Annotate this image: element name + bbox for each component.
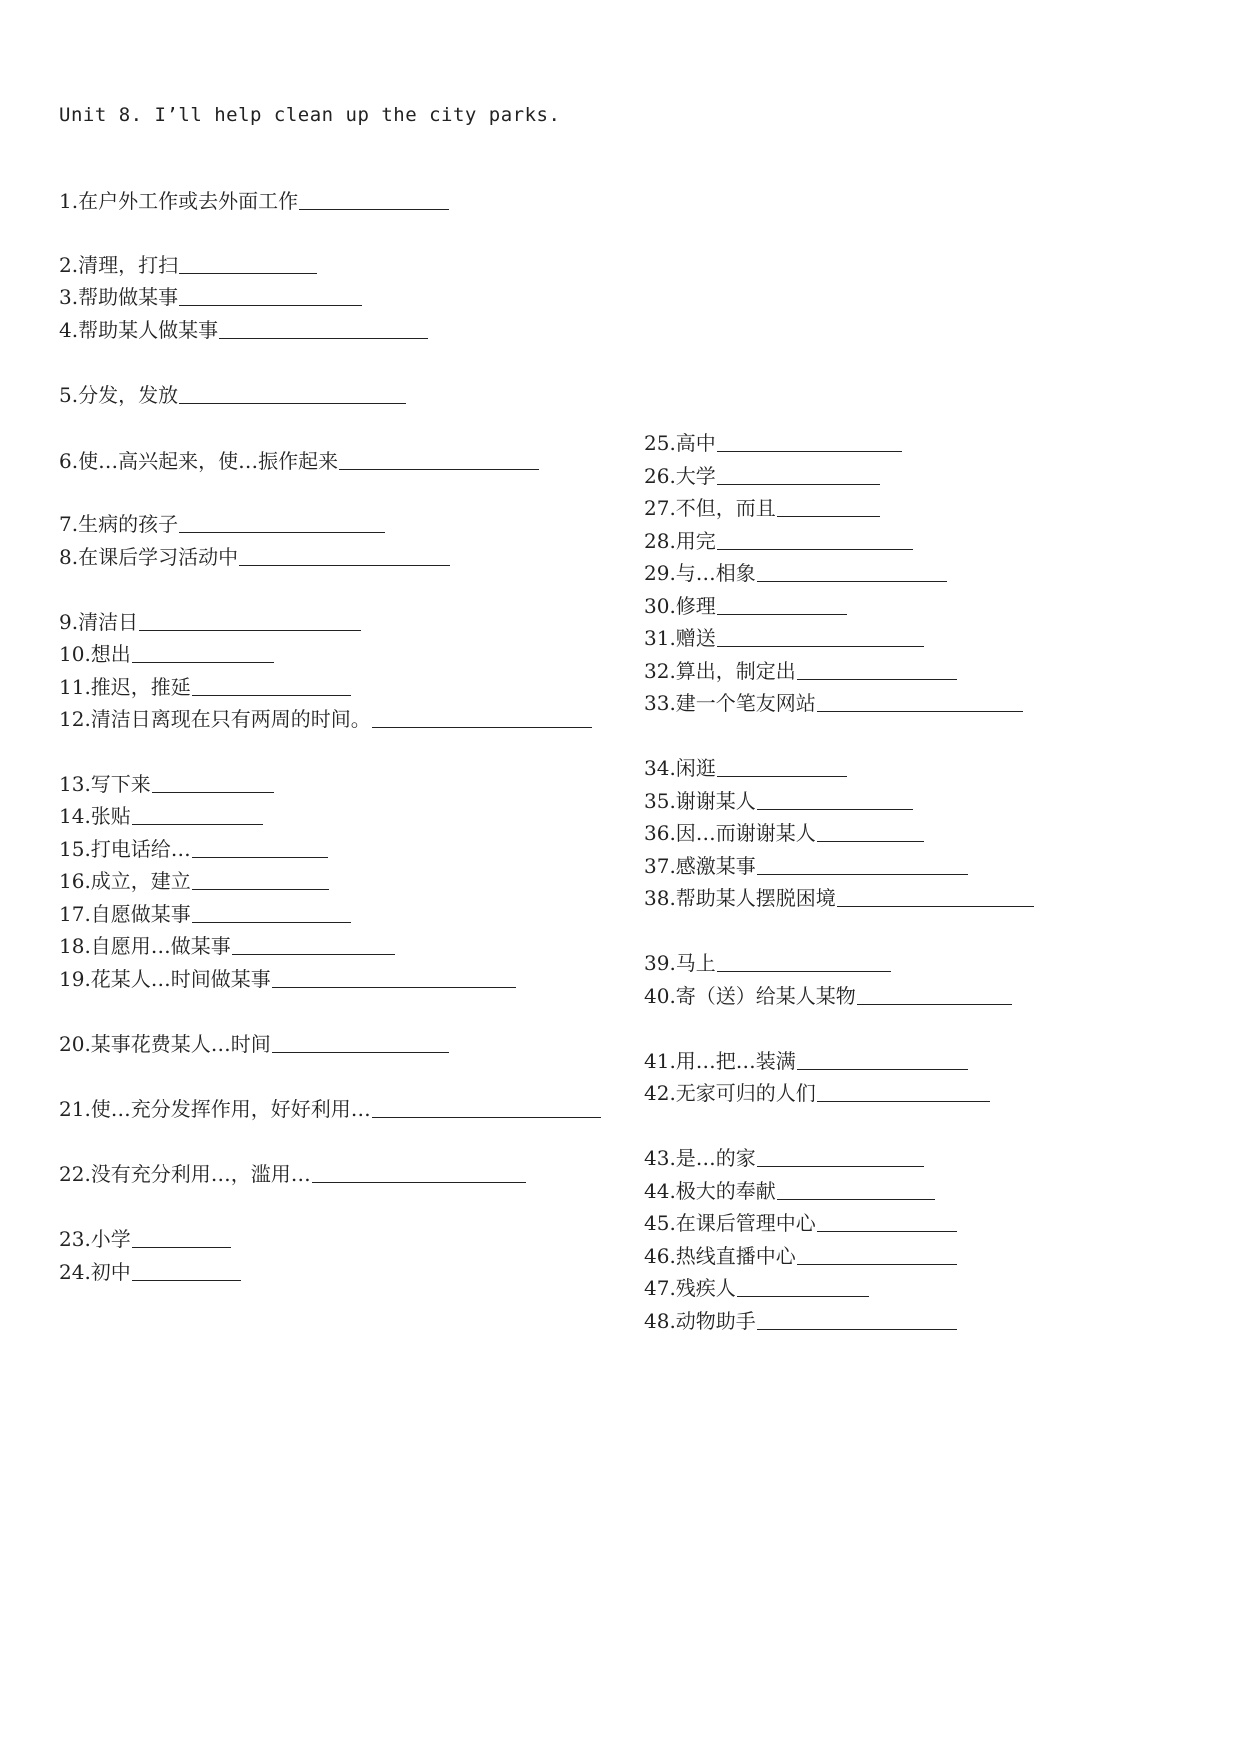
vocabulary-item-label: 3.帮助做某事 (59, 285, 179, 309)
answer-blank[interactable] (717, 548, 913, 550)
vocabulary-item (59, 1161, 526, 1187)
vocabulary-item (644, 560, 947, 586)
answer-blank[interactable] (717, 450, 902, 452)
vocabulary-item-label: 13.写下来 (59, 772, 151, 796)
vocabulary-item (644, 625, 924, 651)
answer-blank[interactable] (717, 775, 847, 777)
vocabulary-item (59, 641, 274, 667)
answer-blank[interactable] (272, 1051, 449, 1053)
answer-blank[interactable] (737, 1295, 869, 1297)
vocabulary-item (59, 933, 395, 959)
vocabulary-item-label: 9.清洁日 (59, 610, 139, 634)
vocabulary-item (644, 1308, 957, 1334)
answer-blank[interactable] (132, 823, 263, 825)
answer-blank[interactable] (817, 1230, 957, 1232)
vocabulary-item-label: 25.高中 (644, 431, 716, 455)
vocabulary-item-label: 48.动物助手 (644, 1309, 756, 1333)
answer-blank[interactable] (757, 808, 913, 810)
answer-blank[interactable] (757, 580, 947, 582)
vocabulary-item-label: 23.小学 (59, 1227, 131, 1251)
answer-blank[interactable] (132, 1279, 241, 1281)
vocabulary-item (644, 495, 880, 521)
vocabulary-item (644, 1275, 869, 1301)
answer-blank[interactable] (717, 483, 880, 485)
vocabulary-item-label: 11.推迟，推延 (59, 675, 191, 699)
vocabulary-item-label: 46.热线直播中心 (644, 1244, 796, 1268)
vocabulary-item-label: 47.残疾人 (644, 1276, 736, 1300)
answer-blank[interactable] (717, 613, 847, 615)
vocabulary-item-label: 33.建一个笔友网站 (644, 691, 816, 715)
answer-blank[interactable] (777, 1198, 935, 1200)
vocabulary-item (644, 983, 1012, 1009)
vocabulary-item-label: 8.在课后学习活动中 (59, 545, 239, 569)
vocabulary-item-label: 6.使…高兴起来，使…振作起来 (59, 449, 339, 473)
answer-blank[interactable] (817, 1100, 990, 1102)
vocabulary-item-label: 42.无家可归的人们 (644, 1081, 816, 1105)
vocabulary-item (59, 1096, 601, 1122)
answer-blank[interactable] (232, 953, 395, 955)
answer-blank[interactable] (797, 678, 957, 680)
vocabulary-item (644, 1210, 957, 1236)
answer-blank[interactable] (817, 710, 1023, 712)
answer-blank[interactable] (239, 564, 450, 566)
vocabulary-item (644, 820, 924, 846)
vocabulary-item-label: 15.打电话给… (59, 837, 191, 861)
vocabulary-item-label: 35.谢谢某人 (644, 789, 756, 813)
vocabulary-item-label: 32.算出，制定出 (644, 659, 796, 683)
answer-blank[interactable] (179, 402, 406, 404)
answer-blank[interactable] (717, 645, 924, 647)
vocabulary-item (644, 1178, 935, 1204)
vocabulary-item-label: 41.用…把…装满 (644, 1049, 796, 1073)
vocabulary-item-label: 5.分发，发放 (59, 383, 179, 407)
vocabulary-item-label: 39.马上 (644, 951, 716, 975)
vocabulary-item-label: 7.生病的孩子 (59, 512, 179, 536)
vocabulary-item (59, 803, 263, 829)
vocabulary-item-label: 2.清理，打扫 (59, 253, 179, 277)
answer-blank[interactable] (372, 1116, 601, 1118)
answer-blank[interactable] (797, 1068, 968, 1070)
vocabulary-item (59, 901, 351, 927)
vocabulary-item (59, 609, 361, 635)
vocabulary-item (59, 317, 428, 343)
vocabulary-item-label: 14.张贴 (59, 804, 131, 828)
vocabulary-item-label: 21.使…充分发挥作用，好好利用… (59, 1097, 371, 1121)
answer-blank[interactable] (219, 337, 428, 339)
answer-blank[interactable] (272, 986, 516, 988)
answer-blank[interactable] (757, 1165, 924, 1167)
vocabulary-item (59, 188, 449, 214)
vocabulary-item-label: 18.自愿用…做某事 (59, 934, 231, 958)
vocabulary-item-label: 26.大学 (644, 464, 716, 488)
vocabulary-item (644, 788, 913, 814)
answer-blank[interactable] (179, 531, 385, 533)
vocabulary-item (59, 448, 539, 474)
answer-blank[interactable] (777, 515, 880, 517)
vocabulary-item-label: 38.帮助某人摆脱困境 (644, 886, 836, 910)
vocabulary-item (59, 674, 351, 700)
page-title: Unit 8. I’ll help clean up the city parks. (59, 104, 561, 126)
answer-blank[interactable] (797, 1263, 957, 1265)
answer-blank[interactable] (132, 1246, 231, 1248)
answer-blank[interactable] (299, 208, 449, 210)
answer-blank[interactable] (192, 921, 351, 923)
vocabulary-item (644, 1080, 990, 1106)
vocabulary-item-label: 37.感激某事 (644, 854, 756, 878)
vocabulary-item-label: 17.自愿做某事 (59, 902, 191, 926)
answer-blank[interactable] (139, 629, 361, 631)
vocabulary-item (644, 658, 957, 684)
vocabulary-item (644, 690, 1023, 716)
vocabulary-item-label: 22.没有充分利用…，滥用… (59, 1162, 311, 1186)
vocabulary-item (59, 966, 516, 992)
answer-blank[interactable] (717, 970, 891, 972)
vocabulary-item-label: 29.与…相象 (644, 561, 756, 585)
vocabulary-item-label: 10.想出 (59, 642, 131, 666)
answer-blank[interactable] (837, 905, 1034, 907)
vocabulary-item (59, 706, 592, 732)
vocabulary-item (644, 885, 1034, 911)
vocabulary-item-label: 28.用完 (644, 529, 716, 553)
vocabulary-item (644, 1048, 968, 1074)
vocabulary-item (644, 950, 891, 976)
answer-blank[interactable] (152, 791, 274, 793)
vocabulary-item (644, 1243, 957, 1269)
vocabulary-item (59, 1226, 231, 1252)
vocabulary-item-label: 27.不但，而且 (644, 496, 776, 520)
vocabulary-item-label: 4.帮助某人做某事 (59, 318, 219, 342)
answer-blank[interactable] (179, 304, 362, 306)
vocabulary-item-label: 20.某事花费某人…时间 (59, 1032, 271, 1056)
vocabulary-item (59, 511, 385, 537)
vocabulary-item (644, 593, 847, 619)
vocabulary-item (59, 252, 317, 278)
vocabulary-item (644, 463, 880, 489)
vocabulary-item-label: 34.闲逛 (644, 756, 716, 780)
vocabulary-item (644, 853, 968, 879)
vocabulary-item-label: 16.成立，建立 (59, 869, 191, 893)
vocabulary-item-label: 19.花某人…时间做某事 (59, 967, 271, 991)
vocabulary-item (59, 1031, 449, 1057)
vocabulary-item (59, 771, 274, 797)
vocabulary-item-label: 44.极大的奉献 (644, 1179, 776, 1203)
vocabulary-item-label: 45.在课后管理中心 (644, 1211, 816, 1235)
answer-blank[interactable] (857, 1003, 1012, 1005)
vocabulary-item (644, 430, 902, 456)
vocabulary-item (59, 1259, 241, 1285)
vocabulary-item (59, 868, 329, 894)
answer-blank[interactable] (192, 888, 329, 890)
vocabulary-item (644, 1145, 924, 1171)
vocabulary-item-label: 36.因…而谢谢某人 (644, 821, 816, 845)
vocabulary-item-label: 1.在户外工作或去外面工作 (59, 189, 299, 213)
vocabulary-item (59, 836, 328, 862)
answer-blank[interactable] (757, 1328, 957, 1330)
answer-blank[interactable] (372, 726, 592, 728)
vocabulary-item-label: 12.清洁日离现在只有两周的时间。 (59, 707, 371, 731)
vocabulary-item (644, 528, 913, 554)
answer-blank[interactable] (339, 468, 539, 470)
vocabulary-item-label: 31.赠送 (644, 626, 716, 650)
vocabulary-item (59, 544, 450, 570)
vocabulary-item (59, 382, 406, 408)
answer-blank[interactable] (312, 1181, 526, 1183)
answer-blank[interactable] (179, 272, 317, 274)
vocabulary-item (59, 284, 362, 310)
answer-blank[interactable] (132, 661, 274, 663)
answer-blank[interactable] (192, 694, 351, 696)
answer-blank[interactable] (817, 840, 924, 842)
vocabulary-item-label: 43.是…的家 (644, 1146, 756, 1170)
vocabulary-item-label: 30.修理 (644, 594, 716, 618)
vocabulary-item-label: 24.初中 (59, 1260, 131, 1284)
answer-blank[interactable] (757, 873, 968, 875)
vocabulary-item (644, 755, 847, 781)
vocabulary-item-label: 40.寄（送）给某人某物 (644, 984, 856, 1008)
answer-blank[interactable] (192, 856, 328, 858)
